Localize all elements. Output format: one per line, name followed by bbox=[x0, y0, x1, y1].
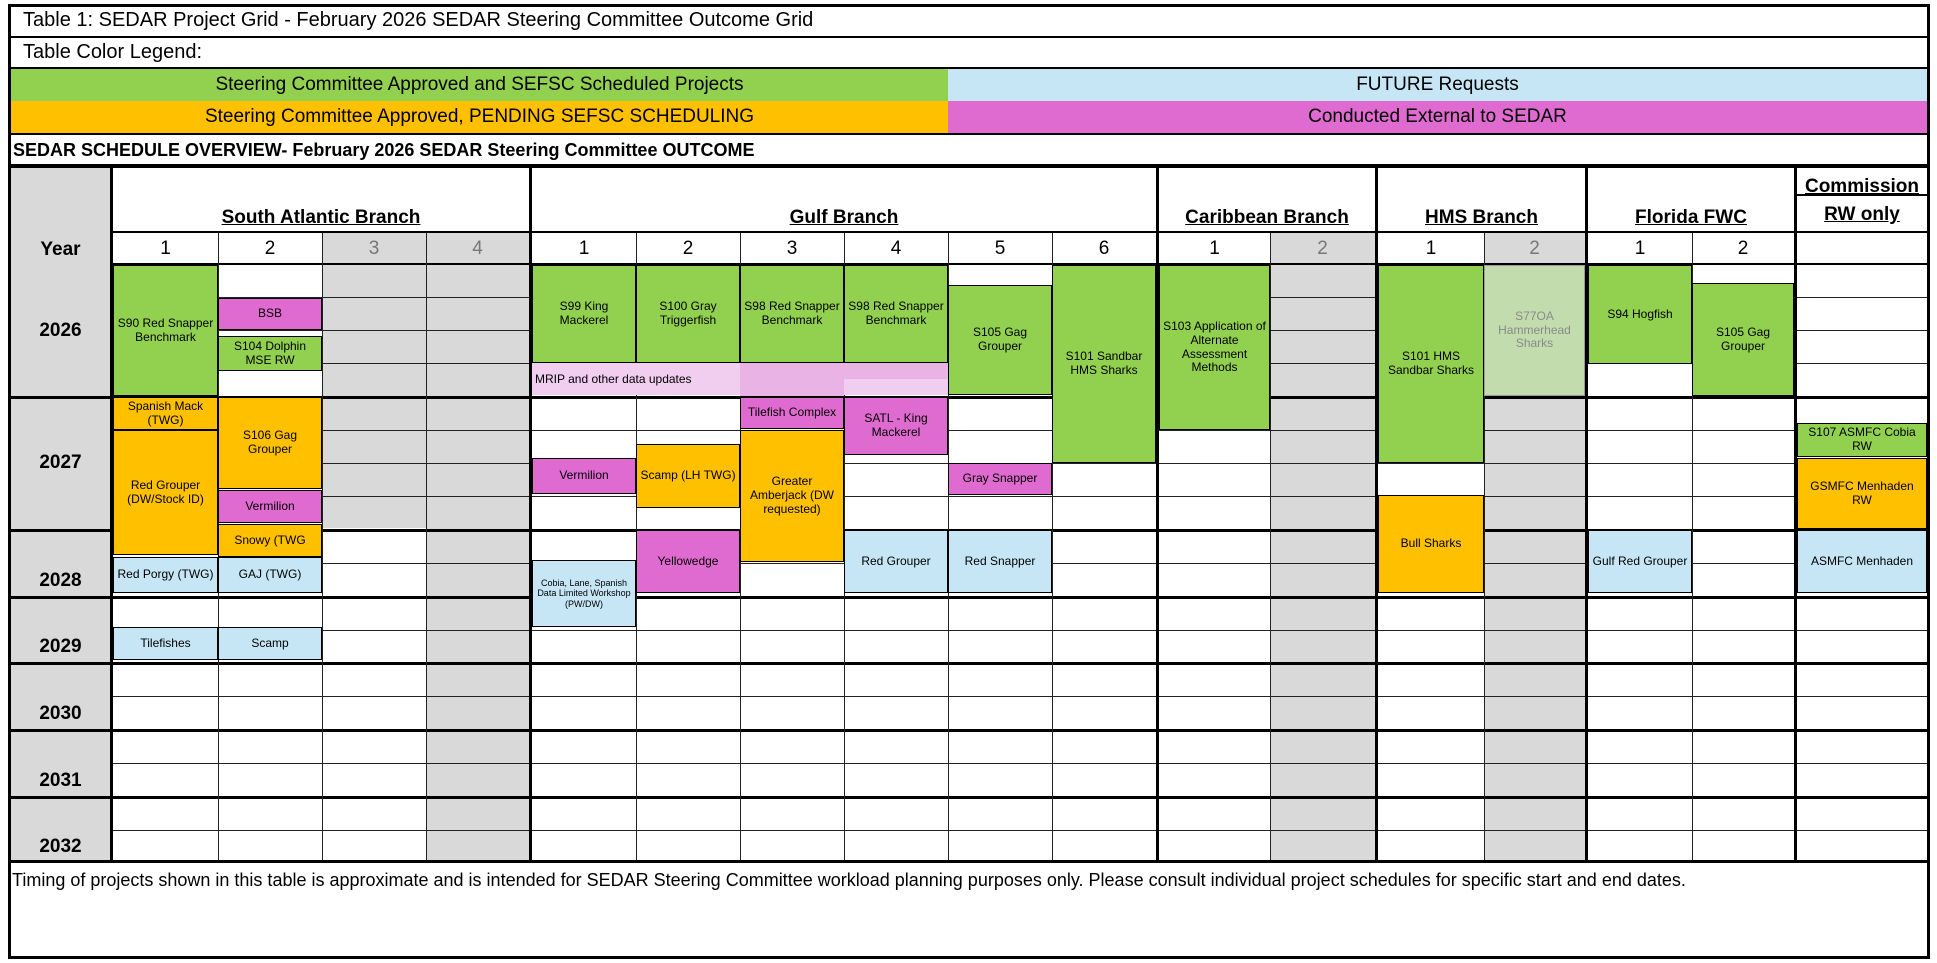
column-number: 1 bbox=[1425, 237, 1437, 259]
project-cobia-workshop: Cobia, Lane, Spanish Data Limited Workshop (PW/DW) bbox=[532, 560, 636, 627]
year-divider-2029 bbox=[11, 596, 1927, 599]
sa-col4-bg bbox=[426, 233, 530, 860]
column-number: 1 bbox=[1209, 237, 1220, 259]
column-line bbox=[1270, 233, 1271, 860]
project-gray-snapper: Gray Snapper bbox=[948, 463, 1052, 495]
footnote: Timing of projects shown in this table is approximate and is intended for SEDAR Steering Committee workload planning purposes only. Please consult individual project schedules for specific start and end dates. bbox=[12, 869, 1686, 890]
row-line bbox=[113, 696, 1927, 697]
project-s101-hms-sandbar: S101 HMS Sandbar Sharks bbox=[1378, 265, 1484, 463]
project-scamp-sa: Scamp bbox=[218, 627, 322, 660]
row-line bbox=[113, 763, 1927, 764]
table-title: Table 1: SEDAR Project Grid - February 2026 SEDAR Steering Committee Outcome Grid bbox=[8, 4, 1930, 38]
year-divider-2031 bbox=[11, 729, 1927, 732]
legend-approved-scheduled: Steering Committee Approved and SEFSC Scheduled Projects bbox=[11, 69, 948, 101]
project-s90-red-snapper: S90 Red Snapper Benchmark bbox=[113, 265, 218, 396]
branch-gulf: Gulf Branch bbox=[789, 206, 899, 228]
header-divider bbox=[112, 231, 1927, 233]
column-number: 4 bbox=[472, 237, 483, 259]
overview-title: SEDAR SCHEDULE OVERVIEW- February 2026 SEDAR Steering Committee OUTCOME bbox=[13, 139, 755, 160]
year-column-bg bbox=[11, 168, 112, 860]
project-s94-hogfish: S94 Hogfish bbox=[1588, 265, 1692, 364]
project-s99-king-mackerel: S99 King Mackerel bbox=[532, 265, 636, 363]
project-red-snapper-gulf: Red Snapper bbox=[948, 530, 1052, 593]
year-label: 2028 bbox=[39, 570, 82, 591]
project-gaj: GAJ (TWG) bbox=[218, 557, 322, 593]
branch-caribbean: Caribbean Branch bbox=[1185, 206, 1349, 228]
project-s103-alternate-methods: S103 Application of Alternate Assessment Methods bbox=[1159, 265, 1270, 430]
project-scamp-gulf: Scamp (LH TWG) bbox=[636, 444, 740, 508]
year-label: 2029 bbox=[39, 636, 82, 657]
row-line bbox=[113, 430, 1927, 431]
project-red-grouper-sa: Red Grouper (DW/Stock ID) bbox=[113, 430, 218, 555]
branch-south-atlantic: South Atlantic Branch bbox=[221, 206, 421, 228]
project-tilefish-complex: Tilefish Complex bbox=[740, 397, 844, 429]
project-gsmfc-menhaden: GSMFC Menhaden RW bbox=[1797, 458, 1927, 529]
project-satl-king-mackerel: SATL - King Mackerel bbox=[844, 397, 948, 455]
row-line bbox=[113, 830, 1927, 831]
legend-pending-scheduling: Steering Committee Approved, PENDING SEFSC SCHEDULING bbox=[11, 101, 948, 133]
mrip-col4-shade bbox=[844, 363, 948, 379]
divider bbox=[8, 164, 1930, 168]
legend-future-requests: FUTURE Requests bbox=[948, 69, 1927, 101]
project-s98-red-snapper-4: S98 Red Snapper Benchmark bbox=[844, 265, 948, 363]
project-gulf-red-grouper: Gulf Red Grouper bbox=[1588, 530, 1692, 593]
column-number: 5 bbox=[994, 237, 1006, 259]
column-number: 3 bbox=[786, 237, 798, 259]
year-label: 2031 bbox=[39, 770, 82, 791]
column-number: 1 bbox=[578, 237, 590, 259]
column-number: 4 bbox=[890, 237, 902, 259]
project-s105-gag-fl: S105 Gag Grouper bbox=[1692, 283, 1794, 396]
project-s101-sandbar-gulf: S101 Sandbar HMS Sharks bbox=[1052, 265, 1156, 463]
column-number: 2 bbox=[264, 237, 276, 259]
project-bull-sharks: Bull Sharks bbox=[1378, 495, 1484, 593]
row-line bbox=[113, 496, 1927, 497]
project-red-porgy: Red Porgy (TWG) bbox=[113, 557, 218, 593]
project-s100-gray-triggerfish: S100 Gray Triggerfish bbox=[636, 265, 740, 363]
column-number: 1 bbox=[1634, 237, 1646, 259]
column-number: 1 bbox=[160, 237, 171, 259]
year-label: 2026 bbox=[39, 320, 82, 341]
column-line bbox=[322, 233, 323, 860]
project-s105-gag-gulf: S105 Gag Grouper bbox=[948, 285, 1052, 395]
column-line bbox=[426, 233, 427, 860]
column-number: 3 bbox=[368, 237, 380, 259]
legend-label: Table Color Legend: bbox=[8, 38, 1930, 69]
project-spanish-mack: Spanish Mack (TWG) bbox=[113, 397, 218, 430]
project-tilefishes: Tilefishes bbox=[113, 627, 218, 660]
project-asmfc-menhaden: ASMFC Menhaden bbox=[1797, 530, 1927, 593]
column-number: 2 bbox=[1529, 237, 1540, 259]
year-label: 2027 bbox=[39, 452, 82, 473]
project-vermilion-gulf: Vermilion bbox=[532, 458, 636, 494]
column-number: 2 bbox=[1317, 237, 1328, 259]
divider bbox=[8, 133, 1930, 135]
project-bsb: BSB bbox=[218, 298, 322, 330]
project-greater-amberjack: Greater Amberjack (DW requested) bbox=[740, 430, 844, 562]
project-s106-gag: S106 Gag Grouper bbox=[218, 397, 322, 489]
project-vermilion-sa: Vermilion bbox=[218, 490, 322, 523]
project-yellowedge: Yellowedge bbox=[636, 530, 740, 593]
column-number: 2 bbox=[682, 237, 694, 259]
year-divider-2030 bbox=[11, 662, 1927, 665]
branch-commission: Commission RW only bbox=[1804, 176, 1920, 225]
project-s107-asmfc-cobia: S107 ASMFC Cobia RW bbox=[1797, 423, 1927, 457]
project-s77oa-hammerhead: S77OA Hammerhead Sharks bbox=[1484, 265, 1585, 396]
project-red-grouper-gulf: Red Grouper bbox=[844, 530, 948, 593]
project-snowy: Snowy (TWG bbox=[218, 524, 322, 557]
mrip-label-overlay: MRIP and other data updates bbox=[535, 372, 692, 386]
grid-bottom bbox=[8, 860, 1930, 863]
branch-florida-fwc: Florida FWC bbox=[1635, 206, 1747, 228]
year-divider-2032 bbox=[11, 796, 1927, 799]
project-s104-dolphin: S104 Dolphin MSE RW bbox=[218, 336, 322, 371]
branch-hms: HMS Branch bbox=[1425, 206, 1538, 228]
row-line bbox=[113, 630, 1927, 631]
column-number: 6 bbox=[1098, 237, 1110, 259]
year-label: 2032 bbox=[39, 836, 82, 857]
project-s98-red-snapper-3: S98 Red Snapper Benchmark bbox=[740, 265, 844, 363]
year-label: 2030 bbox=[39, 703, 82, 724]
column-number: 2 bbox=[1737, 237, 1749, 259]
carib-col2-bg bbox=[1270, 233, 1377, 860]
year-header: Year bbox=[40, 239, 81, 260]
legend-external: Conducted External to SEDAR bbox=[948, 101, 1927, 133]
